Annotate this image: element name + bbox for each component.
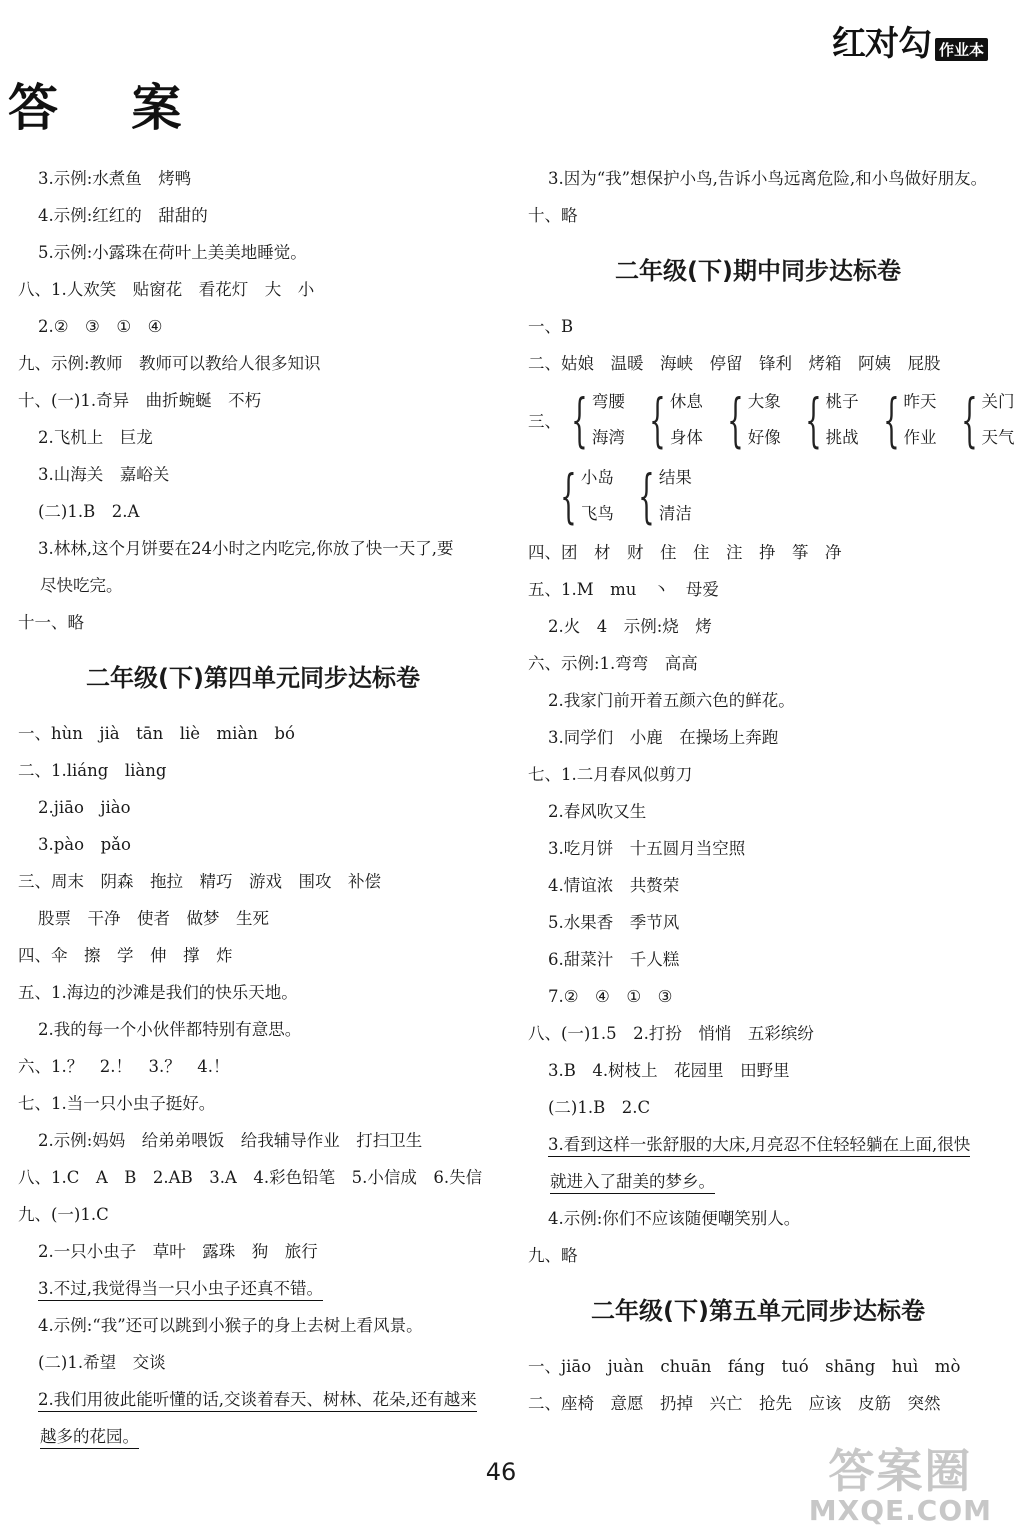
answer-line: 3.同学们 小鹿 在操场上奔跑: [548, 728, 779, 747]
pair-word: 关门: [981, 392, 1014, 411]
brace-icon: {: [571, 386, 588, 454]
answer-line: 六、1.？ 2.！ 3.？ 4.！: [18, 1057, 230, 1076]
pair-word: 天气: [981, 428, 1014, 447]
pair-word: 结果: [658, 468, 692, 487]
answer-line: 2.② ③ ① ④: [38, 317, 163, 336]
answer-line: 6.甜菜汁 千人糕: [548, 950, 680, 969]
underlined-answer: 就进入了甜美的梦乡。: [550, 1172, 715, 1194]
answer-line: 一、jiāo juàn chuān fáng tuó shāng huì mò: [528, 1357, 961, 1376]
watermark-url: MXQE.COM: [808, 1494, 992, 1527]
answer-line: 十、(一)1.奇异 曲折蜿蜒 不朽: [18, 391, 262, 410]
pair-word: 大象: [747, 392, 781, 411]
answer-line: 二、姑娘 温暖 海峡 停留 锋利 烤箱 阿姨 屁股: [528, 354, 941, 373]
section-heading: 二年级(下)第五单元同步达标卷: [591, 1297, 925, 1325]
pair-word: 身体: [669, 428, 703, 447]
answer-line: 九、(一)1.C: [18, 1205, 109, 1224]
answer-line: 4.示例:你们不应该随便嘲笑别人。: [548, 1209, 801, 1228]
page-title: 答 案: [8, 79, 210, 137]
underlined-answer: 3.看到这样一张舒服的大床,月亮忍不住轻轻躺在上面,很快: [548, 1135, 970, 1157]
watermark: [809, 1446, 992, 1526]
answer-line: 八、1.C A B 2.AB 3.A 4.彩色铅笔 5.小信成 6.失信: [18, 1168, 483, 1187]
brand-logo: [832, 16, 988, 65]
word-pairs-row: [528, 382, 1014, 458]
right-column: [528, 160, 1014, 1422]
brace-icon: {: [882, 386, 900, 454]
answer-line: 十一、略: [18, 613, 84, 632]
answer-line: 2.飞机上 巨龙: [38, 428, 153, 447]
word-pair: [561, 384, 625, 456]
pair-word: 挑战: [825, 428, 859, 447]
answer-line: 3.林林,这个月饼要在24小时之内吃完,你放了快一天了,要: [38, 539, 454, 558]
answer-line: 九、示例:教师 教师可以教给人很多知识: [18, 354, 321, 373]
word-pair: [873, 384, 937, 456]
answer-line: 二、1.liáng liàng: [18, 761, 167, 780]
brace-icon: {: [960, 386, 978, 454]
answer-line: 3.因为“我”想保护小鸟,告诉小鸟远离危险,和小鸟做好朋友。: [548, 169, 988, 188]
answer-line: 2.一只小虫子 草叶 露珠 狗 旅行: [38, 1242, 318, 1261]
answer-line: 5.水果香 季节风: [548, 913, 680, 932]
answer-line: 4.情谊浓 共赘荣: [548, 876, 680, 895]
answer-line: [18, 1381, 488, 1418]
word-pairs-row: [528, 458, 988, 534]
answer-line: 一、B: [528, 317, 574, 336]
answer-line: 五、1.海边的沙滩是我们的快乐天地。: [18, 983, 298, 1002]
answer-line: 股票 干净 使者 做梦 生死: [38, 909, 269, 928]
answer-line: 八、1.人欢笑 贴窗花 看花灯 大 小: [18, 280, 315, 299]
answer-line: 2.我家门前开着五颜六色的鲜花。: [548, 691, 795, 710]
underlined-answer: 3.不过,我觉得当一只小虫子还真不错。: [38, 1279, 323, 1301]
word-pair: [795, 384, 859, 456]
answer-line: [528, 1126, 988, 1163]
answer-line: (二)1.希望 交谈: [38, 1353, 166, 1372]
answer-line: 尽快吃完。: [40, 576, 123, 595]
word-pair: [951, 384, 1014, 456]
underlined-answer: 2.我们用彼此能听懂的话,交谈着春天、树林、花朵,还有越来: [38, 1390, 477, 1412]
pair-word: 好像: [747, 428, 781, 447]
brace-icon: {: [726, 386, 744, 454]
answer-line: 五、1.M mu 丶 母爱: [528, 580, 719, 599]
answer-line: [528, 1163, 988, 1200]
word-pair: [628, 460, 692, 532]
page-number: 46: [485, 1458, 517, 1486]
answer-line: 5.示例:小露珠在荷叶上美美地睡觉。: [38, 243, 307, 262]
answer-line: 四、团 材 财 住 住 注 挣 筝 净: [528, 543, 842, 562]
answer-line: [18, 1270, 488, 1307]
pair-word: 清洁: [658, 504, 692, 523]
answer-line: 2.火 4 示例:烧 烤: [548, 617, 712, 636]
section-heading: 二年级(下)第四单元同步达标卷: [86, 664, 420, 692]
brace-icon: {: [638, 462, 655, 530]
underlined-answer: 越多的花园。: [40, 1427, 139, 1449]
brand-name: 红对勾: [831, 24, 931, 64]
answer-line: 四、伞 擦 学 伸 撑 炸: [18, 946, 233, 965]
answer-line: 三、周末 阴森 拖拉 精巧 游戏 围攻 补偿: [18, 872, 381, 891]
answer-line: 八、(一)1.5 2.打扮 悄悄 五彩缤纷: [528, 1024, 814, 1043]
answer-line: 7.② ④ ① ③: [548, 987, 673, 1006]
answer-line: 七、1.当一只小虫子挺好。: [18, 1094, 216, 1113]
answer-line: 2.春风吹又生: [548, 802, 647, 821]
word-pair: [639, 384, 703, 456]
answer-line: 十、略: [528, 206, 578, 225]
answer-line: 3.山海关 嘉峪关: [38, 465, 170, 484]
answer-line: 3.吃月饼 十五圆月当空照: [548, 839, 746, 858]
word-pair: [550, 460, 614, 532]
answer-line: (二)1.B 2.A: [38, 502, 140, 521]
question-number: 三、: [528, 412, 561, 431]
answer-line: 2.我的每一个小伙伴都特别有意思。: [38, 1020, 302, 1039]
answer-line: 4.示例:红红的 甜甜的: [38, 206, 208, 225]
brace-icon: {: [649, 386, 666, 454]
answer-line: 2.示例:妈妈 给弟弟喂饭 给我辅导作业 打扫卫生: [38, 1131, 423, 1150]
watermark-logo: 答案圈: [828, 1444, 973, 1498]
answer-line: (二)1.B 2.C: [548, 1098, 651, 1117]
answer-line: 一、hùn jià tān liè miàn bó: [18, 724, 295, 743]
answer-line: 七、1.二月春风似剪刀: [528, 765, 693, 784]
section-heading: 二年级(下)期中同步达标卷: [615, 257, 901, 285]
pair-word: 小岛: [580, 468, 614, 487]
left-column: [18, 160, 488, 1455]
answer-line: 3.pào pǎo: [38, 835, 131, 854]
brace-icon: {: [804, 386, 822, 454]
answer-line: 3.B 4.树枝上 花园里 田野里: [548, 1061, 790, 1080]
brand-subtitle: 作业本: [935, 38, 988, 61]
pair-word: 休息: [669, 392, 703, 411]
answer-line: 二、座椅 意愿 扔掉 兴亡 抢先 应该 皮筋 突然: [528, 1394, 941, 1413]
pair-word: 飞鸟: [580, 504, 614, 523]
pair-word: 弯腰: [591, 392, 625, 411]
answer-line: 六、示例:1.弯弯 高高: [528, 654, 698, 673]
answer-line: 4.示例:“我”还可以跳到小猴子的身上去树上看风景。: [38, 1316, 423, 1335]
answer-line: 九、略: [528, 1246, 578, 1265]
brace-icon: {: [560, 462, 577, 530]
answer-line: 3.示例:水煮鱼 烤鸭: [38, 169, 192, 188]
answer-line: [18, 1418, 488, 1455]
pair-word: 桃子: [825, 392, 859, 411]
answer-line: 2.jiāo jiào: [38, 798, 131, 817]
pair-word: 作业: [903, 428, 937, 447]
pair-word: 海湾: [591, 428, 625, 447]
word-pair: [717, 384, 781, 456]
pair-word: 昨天: [903, 392, 937, 411]
